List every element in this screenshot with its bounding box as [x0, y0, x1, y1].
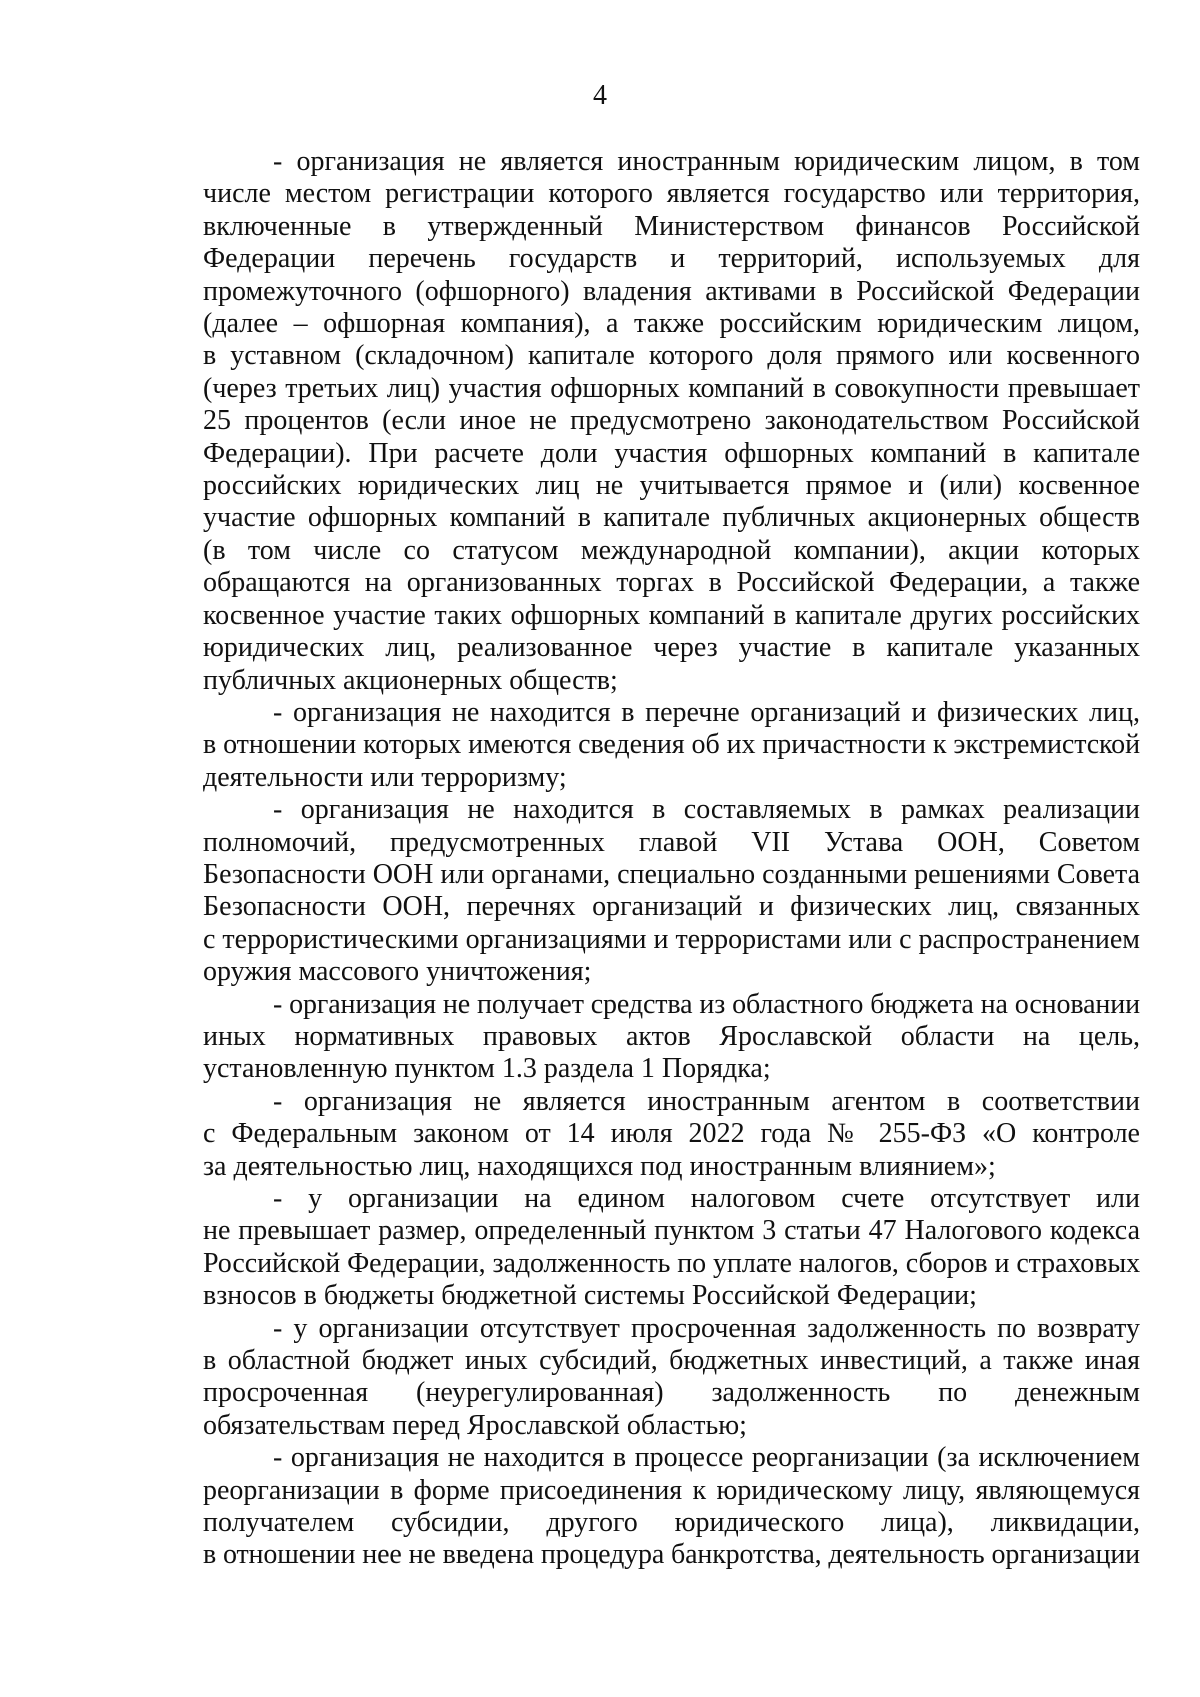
text-line: оружия массового уничтожения; [203, 956, 592, 988]
text-line: российских юридических лиц не учитывается прямое и (или) косвенное [203, 470, 1140, 502]
paragraph [203, 697, 1140, 794]
text-line: взносов в бюджеты бюджетной системы Российской Федерации; [203, 1280, 977, 1312]
text-line: Безопасности ООН, перечнях организаций и физических лиц, связанных [203, 891, 1140, 923]
text-line: обязательствам перед Ярославской областью; [203, 1409, 747, 1441]
paragraph [203, 1442, 1140, 1572]
text-line: обращаются на организованных торгах в Российской Федерации, а также [203, 567, 1140, 599]
text-line: с террористическими организациями и террористами или с распространением [203, 923, 1140, 955]
text-line: не превышает размер, определенный пунктом 3 статьи 47 Налогового кодекса [203, 1215, 1140, 1247]
text-line: реорганизации в форме присоединения к юридическому лицу, являющемуся [203, 1474, 1140, 1506]
text-line: Федерации). При расчете доли участия офшорных компаний в капитале [203, 437, 1140, 469]
document-body [203, 146, 1140, 1572]
paragraph [203, 1313, 1140, 1443]
text-line: включенные в утвержденный Министерством финансов Российской [203, 210, 1140, 242]
text-line: Федерации перечень государств и территорий, используемых для [203, 243, 1140, 275]
text-line: (в том числе со статусом международной компании), акции которых [203, 534, 1140, 566]
text-line: числе местом регистрации которого является государство или территория, [203, 178, 1140, 210]
text-line: за деятельностью лиц, находящихся под иностранным влиянием»; [203, 1150, 996, 1182]
text-line: полномочий, предусмотренных главой VII Устава ООН, Советом [203, 826, 1140, 858]
text-line: в областной бюджет иных субсидий, бюджетных инвестиций, а также иная [203, 1345, 1140, 1377]
text-line: получателем субсидии, другого юридического лица), ликвидации, [203, 1507, 1140, 1539]
text-line: - у организации на едином налоговом счете отсутствует или [273, 1183, 1140, 1214]
text-line: промежуточного (офшорного) владения активами в Российской Федерации [203, 275, 1140, 307]
page-number: 4 [593, 80, 607, 111]
text-line: публичных акционерных обществ; [203, 664, 618, 696]
text-line: установленную пунктом 1.3 раздела 1 Порядка; [203, 1053, 771, 1085]
text-line: юридических лиц, реализованное через участие в капитале указанных [203, 632, 1140, 664]
text-line: с Федеральным законом от 14 июля 2022 года № 255-ФЗ «О контроле [203, 1118, 1140, 1150]
text-line: - организация не находится в перечне организаций и физических лиц, [273, 696, 1140, 728]
text-line: - организация не является иностранным юридическим лицом, в том [273, 146, 1140, 177]
text-line: - организация не является иностранным агентом в соответствии [273, 1085, 1140, 1117]
paragraph [203, 1183, 1140, 1313]
text-line: в отношении которых имеются сведения об их причастности к экстремистской [203, 729, 1140, 761]
text-line: деятельности или терроризму; [203, 761, 567, 793]
text-line: просроченная (неурегулированная) задолженность по денежным [203, 1377, 1140, 1409]
text-line: (далее – офшорная компания), а также российским юридическим лицом, [203, 308, 1140, 340]
text-line: - у организации отсутствует просроченная задолженность по возврату [273, 1312, 1140, 1344]
text-line: - организация не находится в составляемых в рамках реализации [273, 794, 1140, 826]
text-line: Безопасности ООН или органами, специально созданными решениями Совета [203, 858, 1140, 890]
text-line: Российской Федерации, задолженность по уплате налогов, сборов и страховых [203, 1247, 1140, 1279]
text-line: косвенное участие таких офшорных компаний в капитале других российских [203, 599, 1140, 631]
text-line: иных нормативных правовых актов Ярославской области на цель, [203, 1020, 1140, 1052]
text-line: в отношении нее не введена процедура банкротства, деятельность организации [203, 1539, 1140, 1571]
text-line: в уставном (складочном) капитале которого доля прямого или косвенного [203, 340, 1140, 372]
text-line: 25 процентов (если иное не предусмотрено законодательством Российской [203, 405, 1140, 437]
text-line: - организация не получает средства из областного бюджета на основании [273, 988, 1140, 1020]
text-line: - организация не находится в процессе реорганизации (за исключением [273, 1442, 1140, 1474]
text-line: (через третьих лиц) участия офшорных компаний в совокупности превышает [203, 372, 1140, 404]
paragraph [203, 146, 1140, 697]
text-line: участие офшорных компаний в капитале публичных акционерных обществ [203, 502, 1140, 534]
paragraph [203, 794, 1140, 988]
paragraph [203, 1086, 1140, 1183]
paragraph [203, 989, 1140, 1086]
